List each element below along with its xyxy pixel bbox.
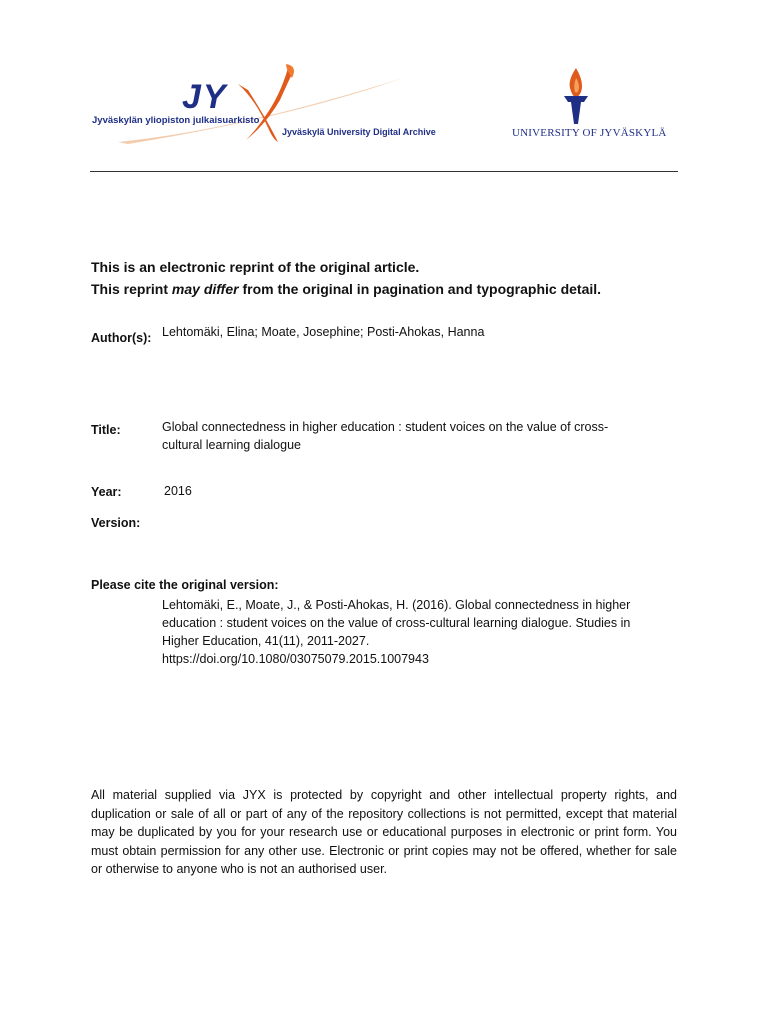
citation-line3: Higher Education, 41(11), 2011-2027. (162, 634, 370, 648)
citation-line2: education : student voices on the value of cross-cultural learning dialogue. Studies in (162, 616, 631, 630)
title-value-line2: cultural learning dialogue (162, 438, 301, 452)
reprint-notice-line2 (91, 281, 601, 297)
author-value: Lehtomäki, Elina; Moate, Josephine; Posti-Ahokas, Hanna (162, 325, 485, 339)
year-value: 2016 (164, 484, 192, 498)
citation-doi-link[interactable]: https://doi.org/10.1080/03075079.2015.1007943 (162, 652, 429, 666)
author-label: Author(s): (91, 331, 152, 345)
title-value-line1: Global connectedness in higher education : student voices on the value of cross- (162, 420, 609, 434)
header-divider (90, 171, 678, 172)
title-value (162, 418, 642, 454)
university-name: UNIVERSITY OF JYVÄSKYLÄ (512, 127, 667, 139)
torch-icon (508, 66, 648, 124)
jyx-letters: JY (182, 78, 228, 116)
notice-line2-emphasis: may differ (171, 281, 239, 297)
citation-text (162, 596, 662, 668)
jyx-logo (88, 60, 436, 152)
title-label: Title: (91, 423, 121, 437)
jyx-right-text: Jyväskylä University Digital Archive (282, 127, 436, 137)
jyx-left-text: Jyväskylän yliopiston julkaisuarkisto (92, 115, 260, 126)
reprint-notice-line1: This is an electronic reprint of the original article. (91, 259, 420, 275)
notice-line2-after: from the original in pagination and typographic detail. (238, 281, 602, 297)
jyx-x-mark-icon (88, 60, 428, 152)
citation-label: Please cite the original version: (91, 578, 279, 592)
university-logo (508, 66, 667, 142)
version-label: Version: (91, 516, 141, 530)
year-label: Year: (91, 485, 122, 499)
notice-line2-before: This reprint (91, 281, 172, 297)
citation-line1: Lehtomäki, E., Moate, J., & Posti-Ahokas, H. (2016). Global connectedness in higher (162, 598, 631, 612)
copyright-notice: All material supplied via JYX is protected by copyright and other intellectual property rights, and duplication or sale of all or part of any of the repository collections is not permitted, except that material may be duplicated by you for your research use or educational purposes in electronic or print form. You must obtain permission for any other use. Electronic or print copies may not be offered, whether for sale or otherwise to anyone who is not an authorised user. (91, 788, 677, 877)
